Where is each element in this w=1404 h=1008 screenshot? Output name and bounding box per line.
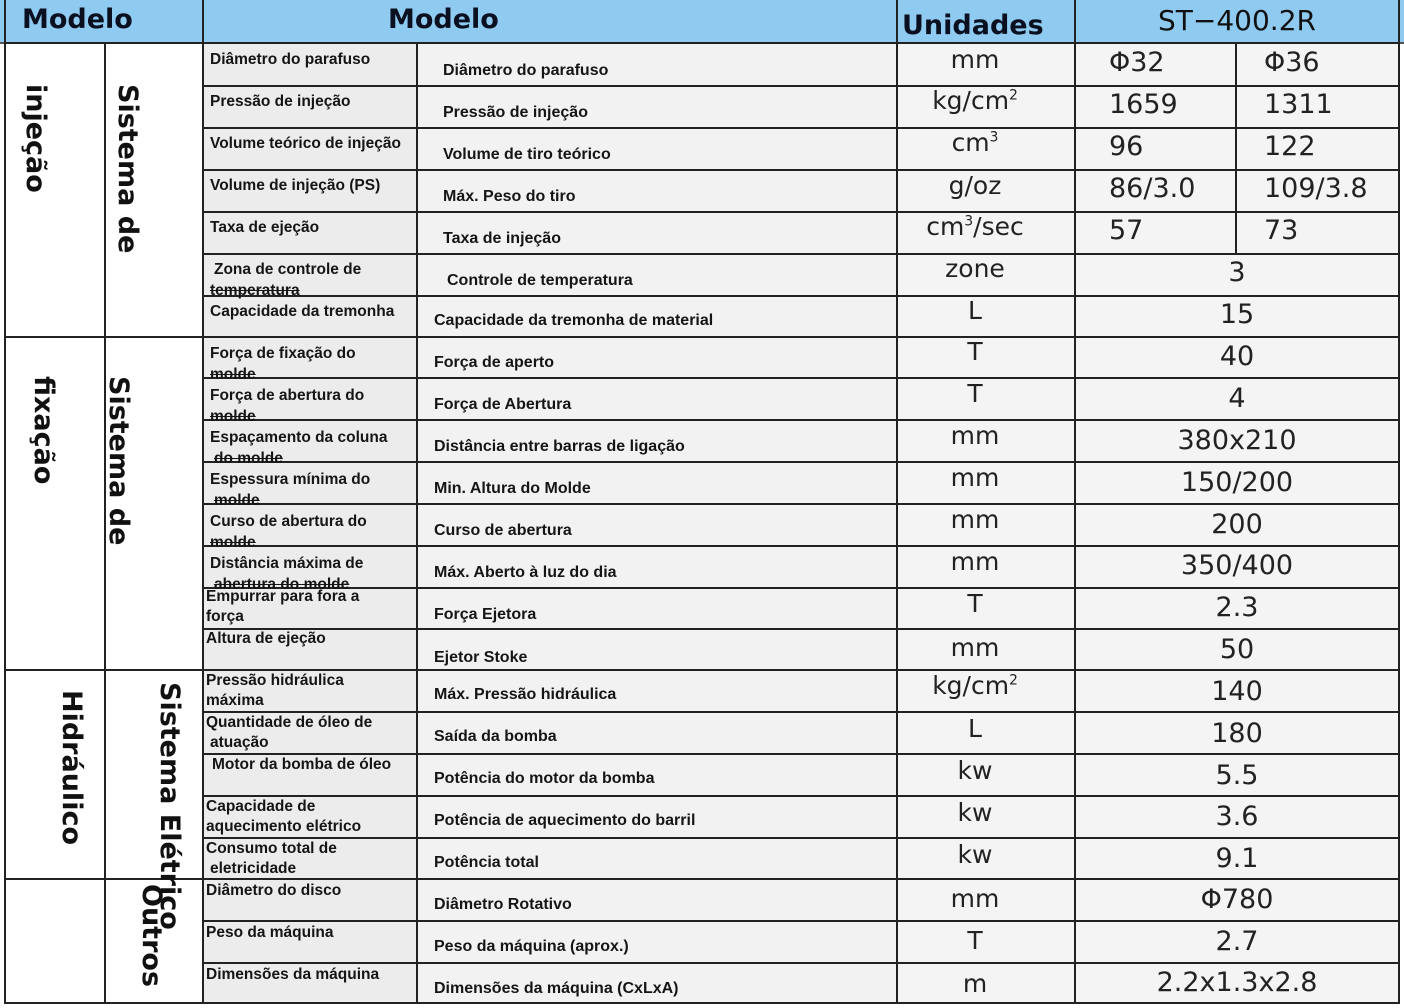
row-19-unit: kw: [957, 840, 993, 869]
row-4-v1: 57: [1109, 215, 1144, 246]
row-4-en: Taxa de injeção: [443, 230, 561, 247]
row-10-v: 150/200: [1180, 467, 1294, 498]
group-injecao-sub: Sistema de: [112, 84, 143, 254]
row-0-pt: Diâmetro do parafuso: [210, 51, 371, 68]
row-18-pt-b: aquecimento elétrico: [206, 818, 362, 835]
row-6-en: Capacidade da tremonha de material: [434, 312, 714, 329]
row-18-unit: kw: [957, 798, 993, 827]
row-21-pt: Peso da máquina: [206, 924, 334, 941]
group-fixacao-main: fixação: [28, 376, 59, 485]
row-8-en: Força de Abertura: [434, 396, 572, 413]
row-6-pt: Capacidade da tremonha: [210, 303, 395, 320]
row-10-pt-a: Espessura mínima do: [210, 471, 371, 488]
row-5-en: Controle de temperatura: [447, 272, 633, 289]
row-5-pt-a: Zona de controle de: [214, 261, 362, 278]
row-9-pt-a: Espaçamento da coluna: [210, 429, 388, 446]
row-19-en: Potência total: [434, 854, 539, 871]
row-11-en: Curso de abertura: [434, 522, 572, 539]
row-19-v: 9.1: [1215, 843, 1259, 874]
row-10-pt-b: molde: [214, 492, 260, 509]
row-17-v: 5.5: [1215, 760, 1259, 791]
row-15-en: Máx. Pressão hidráulica: [434, 686, 617, 703]
row-0-en: Diâmetro do parafuso: [443, 62, 609, 79]
row-15-v: 140: [1211, 676, 1263, 707]
row-19-pt-b: eletricidade: [210, 860, 297, 877]
row-13-pt-a: Empurrar para fora a: [206, 588, 360, 605]
row-17-en: Potência do motor da bomba: [434, 770, 655, 787]
row-20-unit: mm: [950, 884, 1000, 913]
row-14-unit: mm: [950, 633, 1000, 662]
row-17-unit: kw: [957, 756, 993, 785]
header-model-left: Modelo: [22, 4, 133, 35]
row-1-en: Pressão de injeção: [443, 104, 588, 121]
row-17-pt: Motor da bomba de óleo: [212, 756, 392, 773]
row-1-unit: $kg/cm^2$: [932, 86, 1018, 115]
row-9-unit: mm: [950, 421, 1000, 450]
row-2-en: Volume de tiro teórico: [443, 146, 611, 163]
row-15-pt-a: Pressão hidráulica: [206, 672, 344, 689]
header-machine: ST−400.2R: [1158, 4, 1316, 37]
row-16-en: Saída da bomba: [434, 728, 557, 745]
row-16-pt-a: Quantidade de óleo de: [206, 714, 373, 731]
row-16-v: 180: [1211, 718, 1263, 749]
row-16-pt-b: atuação: [210, 734, 269, 751]
header-units: Unidades: [902, 10, 1044, 41]
row-14-en: Ejetor Stoke: [434, 649, 528, 666]
row-20-en: Diâmetro Rotativo: [434, 896, 572, 913]
row-16-unit: L: [968, 714, 982, 743]
row-0-v2: Φ36: [1264, 47, 1320, 78]
row-14-pt: Altura de ejeção: [206, 630, 326, 647]
row-6-unit: L: [968, 296, 982, 325]
row-22-v: 2.2x1.3x2.8: [1156, 967, 1318, 998]
row-4-v2: 73: [1264, 215, 1299, 246]
row-12-unit: mm: [950, 547, 1000, 576]
row-3-v2: 109/3.8: [1264, 173, 1368, 204]
row-2-v2: 122: [1264, 131, 1316, 162]
row-1-pt: Pressão de injeção: [210, 93, 351, 110]
row-7-v: 40: [1219, 341, 1255, 372]
header-model-mid: Modelo: [388, 4, 499, 35]
row-3-en: Máx. Peso do tiro: [443, 188, 576, 205]
row-9-en: Distância entre barras de ligação: [434, 438, 685, 455]
row-8-pt-b: molde: [210, 408, 256, 425]
row-21-en: Peso da máquina (aprox.): [434, 938, 629, 955]
row-13-pt-b: força: [206, 608, 244, 625]
row-12-v: 350/400: [1180, 550, 1294, 581]
row-19-pt-a: Consumo total de: [206, 840, 337, 857]
row-3-pt: Volume de injeção (PS): [210, 177, 381, 194]
row-5-pt-b: temperatura: [210, 282, 300, 299]
group-hidraulico: Hidráulico: [56, 690, 87, 845]
row-0-v1: Φ32: [1109, 47, 1165, 78]
row-10-unit: mm: [950, 463, 1000, 492]
row-5-v: 3: [1228, 257, 1246, 288]
row-8-v: 4: [1228, 383, 1246, 414]
row-2-v1: 96: [1109, 131, 1144, 162]
row-5-unit: zone: [945, 254, 1005, 283]
row-14-v: 50: [1219, 634, 1255, 665]
row-4-pt: Taxa de ejeção: [210, 219, 320, 236]
row-22-unit: m: [962, 969, 988, 998]
row-1-v2: 1311: [1264, 89, 1333, 120]
row-18-en: Potência de aquecimento do barril: [434, 812, 696, 829]
row-3-v1: 86/3.0: [1109, 173, 1196, 204]
row-4-unit: $cm^3/\sec$: [926, 212, 1024, 241]
row-11-pt-b: molde: [210, 534, 256, 551]
row-18-pt-a: Capacidade de: [206, 798, 316, 815]
row-2-unit: $cm^3$: [951, 128, 999, 157]
row-11-unit: mm: [950, 505, 1000, 534]
group-fixacao-sub: Sistema de: [103, 376, 134, 546]
row-13-unit: T: [967, 589, 983, 618]
row-18-v: 3.6: [1215, 801, 1259, 832]
row-22-en: Dimensões da máquina (CxLxA): [434, 980, 679, 997]
row-12-pt-b: abertura do molde: [214, 576, 350, 593]
row-7-pt-a: Força de fixação do: [210, 345, 356, 362]
row-0-unit: mm: [950, 45, 1000, 74]
row-7-unit: T: [967, 337, 983, 366]
group-eletrico: Sistema Elétrico: [154, 682, 185, 930]
row-8-unit: T: [967, 379, 983, 408]
group-outros: Outros: [136, 884, 167, 988]
row-11-v: 200: [1211, 509, 1263, 540]
row-13-v: 2.3: [1215, 592, 1259, 623]
row-6-v: 15: [1219, 299, 1255, 330]
row-15-unit: $kg/cm^2$: [932, 671, 1018, 700]
row-8-pt-a: Força de abertura do: [210, 387, 365, 404]
row-7-en: Força de aperto: [434, 354, 555, 371]
row-21-v: 2.7: [1215, 926, 1259, 957]
row-1-v1: 1659: [1109, 89, 1178, 120]
row-20-pt: Diâmetro do disco: [206, 882, 342, 899]
row-9-pt-b: do molde: [214, 450, 283, 467]
row-21-unit: T: [967, 926, 983, 955]
row-2-pt: Volume teórico de injeção: [210, 135, 401, 152]
row-13-en: Força Ejetora: [434, 606, 537, 623]
row-15-pt-b: máxima: [206, 692, 264, 709]
group-injecao-main: injeção: [20, 84, 51, 193]
row-12-en: Máx. Aberto à luz do dia: [434, 564, 617, 581]
row-9-v: 380x210: [1177, 425, 1297, 456]
row-10-en: Min. Altura do Molde: [434, 480, 591, 497]
row-12-pt-a: Distância máxima de: [210, 555, 364, 572]
row-20-v: Φ780: [1200, 884, 1274, 915]
row-11-pt-a: Curso de abertura do: [210, 513, 367, 530]
row-22-pt: Dimensões da máquina: [206, 966, 380, 983]
row-3-unit: g/oz: [948, 171, 1002, 200]
row-7-pt-b: molde: [210, 366, 256, 383]
